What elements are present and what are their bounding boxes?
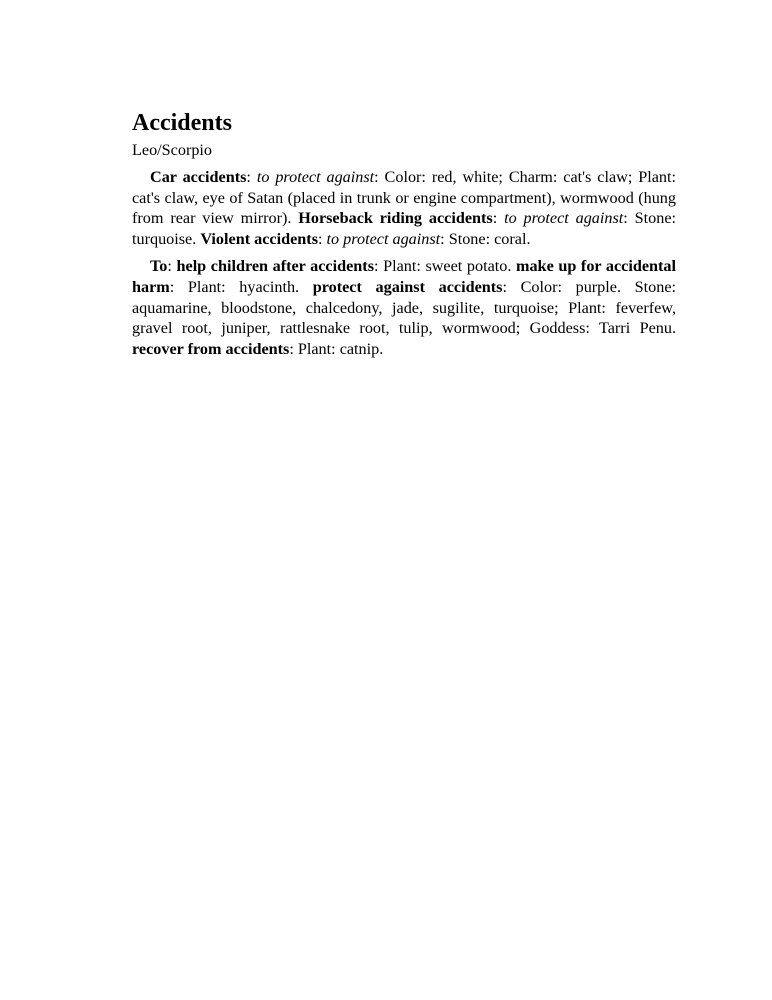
phrase-protect-against: to protect against	[256, 167, 375, 186]
term-horseback-accidents: Horseback riding accidents	[298, 209, 493, 228]
term-car-accidents: Car accidents	[150, 167, 247, 186]
term-help-children: help children after accidents	[176, 256, 374, 275]
term-recover-from-accidents: recover from accidents	[132, 340, 290, 359]
separator: :	[318, 230, 327, 249]
term-make-up-harm: make up for accidental harm	[132, 256, 677, 296]
term-to: To	[150, 256, 168, 275]
separator: :	[492, 209, 505, 228]
body-text: : Stone: turquoise.	[132, 209, 677, 249]
body-text: : Plant: catnip.	[289, 340, 384, 359]
body-text: : Color: purple. Stone: aquamarine, bloodstone, chalcedony, jade, sugilite, turquoise; Plant: feverfew, gravel root, juniper, rattlesnake root, tulip, wormwood; Goddess: Tarri Penu.	[132, 277, 677, 338]
entry-subtitle: Leo/Scorpio	[132, 141, 213, 159]
separator: :	[167, 256, 177, 275]
body-text: : Stone: coral.	[440, 230, 531, 249]
paragraph-car-accidents	[132, 167, 676, 250]
term-protect-against-accidents: protect against accidents	[312, 277, 503, 296]
phrase-protect-against: to protect against	[326, 230, 441, 249]
phrase-protect-against: to protect against	[504, 209, 624, 228]
document-page	[132, 108, 676, 366]
separator: :	[246, 167, 257, 186]
paragraph-to	[132, 256, 676, 360]
body-text: : Plant: sweet potato.	[374, 256, 516, 275]
term-violent-accidents: Violent accidents	[200, 230, 318, 249]
body-text: : Plant: hyacinth.	[169, 277, 313, 296]
entry-title: Accidents	[132, 110, 232, 136]
body-text: : Color: red, white; Charm: cat's claw; Plant: cat's claw, eye of Satan (placed in trunk or engine compartment), wormwood (hung from rear view mirror).	[132, 167, 676, 228]
